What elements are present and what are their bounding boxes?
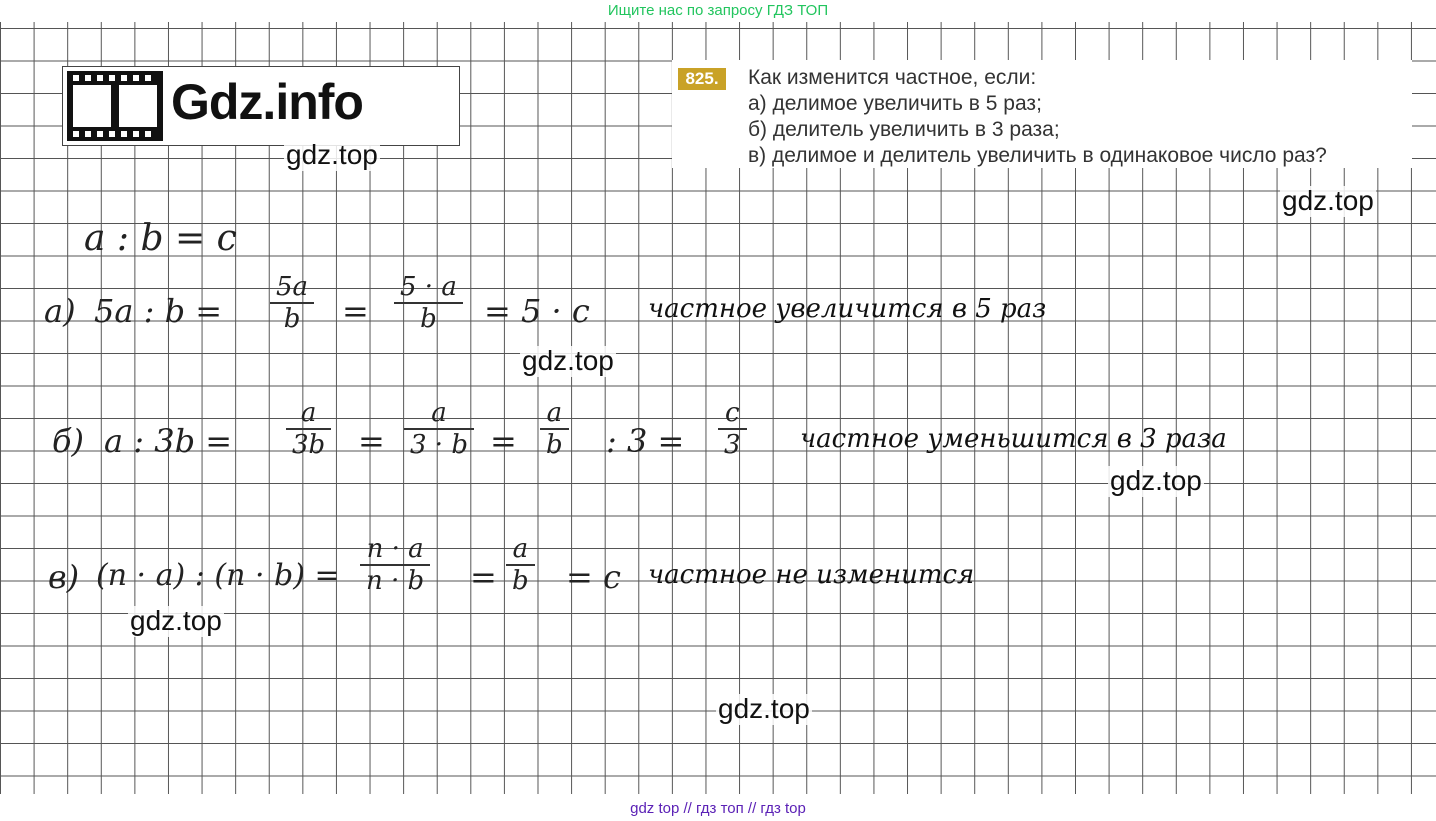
row-c-note: частное не изменится	[648, 560, 975, 590]
row-b-lhs: a : 3b =	[104, 422, 233, 460]
watermark: gdz.top	[718, 693, 810, 724]
fraction-numerator: 5a	[270, 272, 314, 304]
logo-text: Gdz.info	[171, 74, 363, 130]
fraction-numerator: a	[404, 398, 474, 430]
row-c-equals: =	[470, 558, 497, 596]
row-c-result: = c	[566, 558, 621, 596]
row-b-label: б)	[52, 422, 85, 460]
problem-line: в) делимое и делитель увеличить в одинаковое число раз?	[748, 144, 1327, 167]
row-c-fraction-1	[360, 534, 430, 596]
film-strip-icon	[67, 71, 163, 141]
logo	[62, 66, 460, 146]
fraction-denominator: b	[283, 304, 301, 334]
watermark: gdz.top	[522, 345, 614, 376]
problem-line: б) делитель увеличить в 3 раза;	[748, 118, 1060, 141]
problem-statement	[672, 60, 1412, 168]
row-c-fraction-2	[506, 534, 535, 596]
row-b-divide: : 3 =	[606, 422, 685, 460]
fraction-numerator: a	[540, 398, 569, 430]
header-equation: a : b = c	[84, 218, 237, 259]
row-a-equals: =	[342, 292, 369, 330]
problem-line: а) делимое увеличить в 5 раз;	[748, 92, 1042, 115]
row-a-note: частное увеличится в 5 раз	[648, 294, 1047, 324]
row-a-fraction-1	[270, 272, 314, 334]
row-a-lhs: 5a : b =	[94, 292, 223, 330]
row-c-label: в)	[48, 558, 80, 596]
fraction-denominator: 3b	[292, 430, 326, 460]
bottom-banner: gdz top // гдз топ // гдз top	[630, 800, 806, 817]
watermark: gdz.top	[1282, 185, 1374, 216]
row-b-fraction-1	[286, 398, 331, 460]
row-b-equals-2: =	[490, 422, 517, 460]
top-banner: Ищите нас по запросу ГДЗ ТОП	[607, 2, 829, 19]
fraction-numerator: a	[286, 398, 331, 430]
row-a-result: = 5 · c	[484, 292, 590, 330]
fraction-numerator: 5 · a	[394, 272, 463, 304]
row-b-fraction-2	[404, 398, 474, 460]
problem-line: Как изменится частное, если:	[748, 66, 1037, 89]
fraction-denominator: n · b	[366, 566, 425, 596]
watermark: gdz.top	[1110, 465, 1202, 496]
fraction-numerator: n · a	[360, 534, 430, 566]
fraction-denominator: b	[546, 430, 563, 460]
fraction-denominator: b	[512, 566, 529, 596]
fraction-denominator: 3 · b	[410, 430, 468, 460]
fraction-numerator: a	[506, 534, 535, 566]
watermark: gdz.top	[286, 139, 378, 170]
row-b-fraction-3	[540, 398, 569, 460]
fraction-numerator: c	[718, 398, 747, 430]
row-b-equals-1: =	[358, 422, 385, 460]
row-a-fraction-2	[394, 272, 463, 334]
watermark: gdz.top	[130, 605, 222, 636]
fraction-denominator: 3	[724, 430, 741, 460]
row-a-label: а)	[44, 292, 76, 330]
row-b-fraction-4	[718, 398, 747, 460]
row-c-lhs: (n · a) : (n · b) =	[96, 558, 340, 593]
row-b-note: частное уменьшится в 3 раза	[800, 424, 1227, 454]
fraction-denominator: b	[420, 304, 437, 334]
problem-number: 825.	[678, 68, 726, 90]
